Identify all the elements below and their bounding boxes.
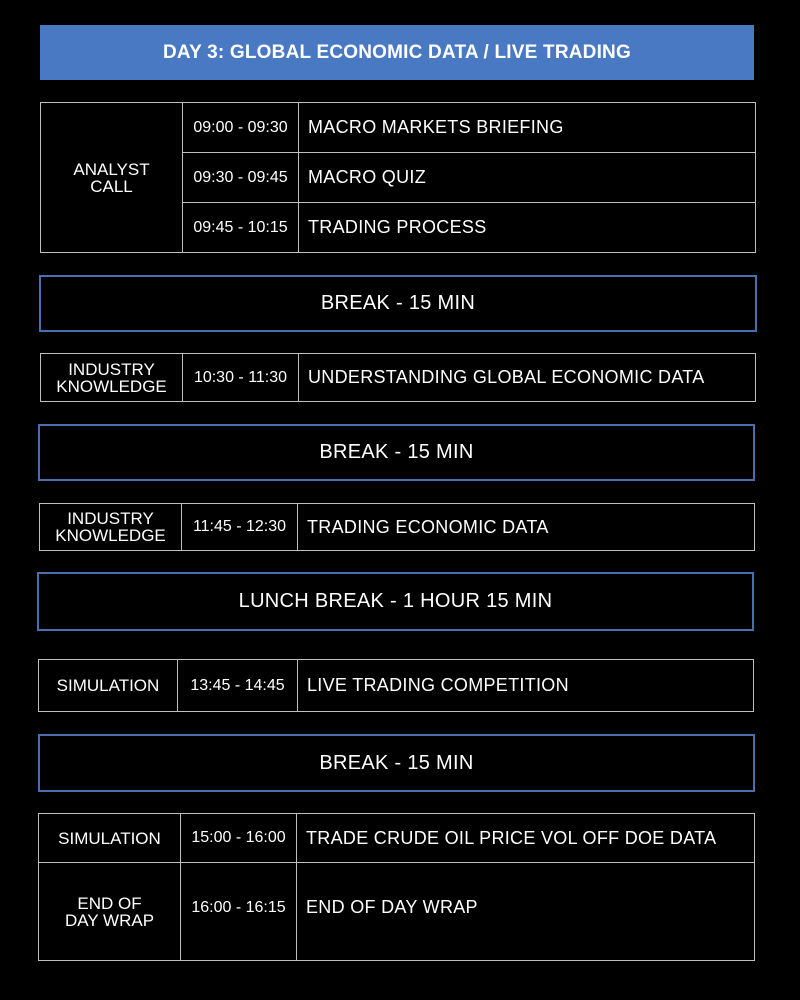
- session-row: [181, 814, 754, 862]
- session-rows: [183, 354, 755, 401]
- session-rows: [181, 814, 754, 862]
- session-row: [183, 152, 755, 202]
- session-row: [178, 660, 753, 711]
- session-block-industry-knowledge: [40, 353, 756, 402]
- category-label: SIMULATION: [39, 660, 178, 711]
- break-banner: BREAK - 15 MIN: [39, 275, 757, 332]
- session-time: 15:00 - 16:00: [181, 814, 297, 862]
- session-row: [182, 504, 754, 550]
- break-banner: BREAK - 15 MIN: [38, 734, 755, 792]
- session-block-simulation: [38, 659, 754, 712]
- session-time: 09:30 - 09:45: [183, 153, 299, 202]
- session-time: 09:45 - 10:15: [183, 203, 299, 252]
- category-label: END OF DAY WRAP: [39, 863, 181, 960]
- session-block-simulation: [38, 813, 755, 863]
- session-title: END OF DAY WRAP: [306, 897, 478, 917]
- session-title: LIVE TRADING COMPETITION: [307, 675, 569, 695]
- session-time: 09:00 - 09:30: [183, 103, 299, 152]
- break-banner: BREAK - 15 MIN: [38, 424, 755, 481]
- session-title: TRADING PROCESS: [308, 217, 487, 237]
- session-title: UNDERSTANDING GLOBAL ECONOMIC DATA: [308, 367, 705, 387]
- session-row: [183, 202, 755, 252]
- session-block-industry-knowledge: [39, 503, 755, 551]
- session-time: 13:45 - 14:45: [178, 660, 298, 711]
- lunch-break-banner: LUNCH BREAK - 1 HOUR 15 MIN: [37, 572, 754, 631]
- session-block-end-of-day: [38, 862, 755, 961]
- category-label: INDUSTRY KNOWLEDGE: [41, 354, 183, 401]
- page-title: DAY 3: GLOBAL ECONOMIC DATA / LIVE TRADING: [40, 25, 754, 80]
- category-label: SIMULATION: [39, 814, 181, 862]
- session-title: TRADING ECONOMIC DATA: [307, 516, 549, 537]
- category-label: ANALYST CALL: [41, 103, 183, 252]
- session-time: 10:30 - 11:30: [183, 354, 299, 401]
- session-row: [183, 354, 755, 401]
- session-rows: [178, 660, 753, 711]
- session-block-analyst-call: [40, 102, 756, 253]
- session-rows: [181, 863, 754, 960]
- session-time: 16:00 - 16:15: [181, 863, 297, 960]
- session-title: MACRO QUIZ: [308, 167, 426, 187]
- session-title: MACRO MARKETS BRIEFING: [308, 117, 564, 137]
- category-label: INDUSTRY KNOWLEDGE: [40, 504, 182, 550]
- session-rows: [183, 103, 755, 252]
- session-row: [181, 863, 754, 960]
- session-title: TRADE CRUDE OIL PRICE VOL OFF DOE DATA: [306, 827, 717, 848]
- session-time: 11:45 - 12:30: [182, 504, 298, 550]
- session-row: [183, 103, 755, 152]
- session-rows: [182, 504, 754, 550]
